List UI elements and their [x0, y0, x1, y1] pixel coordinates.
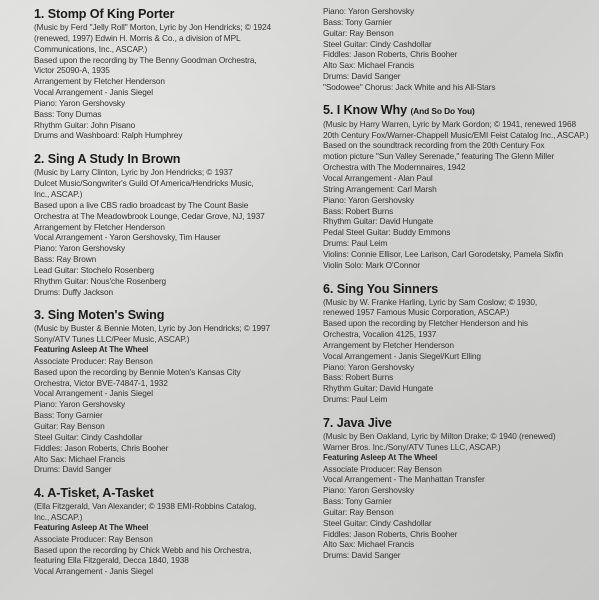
- credit-line: Arrangement by Fletcher Henderson: [323, 339, 454, 350]
- credit-line: Violins: Connie Ellisor, Lee Larison, Carl Gorodetsky, Pamela Sixfin: [323, 248, 564, 259]
- credit-line: Bass: Ray Brown: [34, 254, 97, 265]
- credit-line: Based upon the recording by The Benny Goodman Orchestra,: [34, 54, 257, 65]
- credit-line: Bass: Tony Garnier: [323, 496, 392, 507]
- credit-line: Drums: David Sanger: [323, 550, 401, 561]
- credit-line: Orchestra with The Modernnaires, 1942: [323, 162, 466, 173]
- featuring-credit: Featuring Asleep At The Wheel: [34, 345, 149, 355]
- credit-line: Orchestra, Victor BVE-74847-1, 1932: [34, 377, 168, 388]
- credit-line: Rhythm Guitar: Nous'che Rosenberg: [34, 275, 167, 286]
- credit-line: String Arrangement: Carl Marsh: [323, 183, 437, 194]
- credit-line: Dulcet Music/Songwriter's Guild Of America/Hendricks Music,: [34, 178, 254, 189]
- credit-line: (Music by Buster & Bennie Moten, Lyric by Jon Hendricks; © 1997: [34, 323, 271, 334]
- track-title: [34, 307, 304, 323]
- credit-line: Based on the soundtrack recording from the 20th Century Fox: [323, 140, 545, 151]
- credit-line: Based upon the recording by Bennie Moten's Kansas City: [34, 366, 241, 377]
- credit-line: Guitar: Ray Benson: [323, 506, 394, 517]
- credit-line: Bass: Robert Burns: [323, 205, 394, 216]
- track-entry: [34, 485, 304, 577]
- credit-line: Piano: Yaron Gershovsky: [323, 361, 415, 372]
- featuring-credit: Featuring Asleep At The Wheel: [323, 452, 438, 462]
- credit-line: Piano: Yaron Gershovsky: [34, 97, 126, 108]
- credit-line: Vocal Arrangement - Janis Siegel: [34, 388, 154, 399]
- credit-line: Fiddles: Jason Roberts, Chris Booher: [323, 49, 458, 60]
- track-entry: [323, 281, 593, 405]
- credit-line: Rhythm Guitar: David Hungate: [323, 383, 434, 394]
- track-title-text: 2. Sing A Study In Brown: [34, 152, 181, 167]
- track-title-text: 6. Sing You Sinners: [323, 281, 439, 296]
- credit-line: Based upon a live CBS radio broadcast by The Count Basie: [34, 199, 249, 210]
- track-title-text: 5. I Know Why: [323, 102, 408, 117]
- credit-line: featuring Ella Fitzgerald, Decca 1840, 1938: [34, 555, 189, 566]
- credit-line: (Music by Harry Warren, Lyric by Mark Gordon; © 1941, renewed 1968: [323, 118, 576, 129]
- credit-line: Vocal Arrangement - Janis Siegel: [34, 566, 154, 577]
- credit-line: (Music by W. Franke Harling, Lyric by Sam Coslow; © 1930,: [323, 296, 538, 307]
- credit-line: Orchestra at The Meadowbrook Lounge, Cedar Grove, NJ, 1937: [34, 210, 265, 221]
- credit-line: "Sodowee" Chorus: Jack White and his All-Stars: [323, 81, 496, 92]
- credit-line: Sony/ATV Tunes LLC/Peer Music, ASCAP.): [34, 334, 190, 345]
- credit-line: (Ella Fitzgerald, Van Alexander; © 1938 EMI-Robbins Catalog,: [34, 501, 257, 512]
- credit-line: Drums: David Sanger: [323, 71, 401, 82]
- track-entry: [323, 102, 593, 271]
- credit-line: Piano: Yaron Gershovsky: [323, 485, 415, 496]
- track-entry: [34, 151, 304, 297]
- credit-line: Associate Producer: Ray Benson: [34, 355, 153, 366]
- credit-line: Violin Solo: Mark O'Connor: [323, 259, 421, 270]
- credit-line: (renewed, 1997) Edwin H. Morris & Co., a division of MPL: [34, 32, 241, 43]
- credit-line: Communications, Inc., ASCAP.): [34, 43, 148, 54]
- credit-line: Rhythm Guitar: David Hungate: [323, 216, 434, 227]
- credit-line: Inc., ASCAP.): [34, 512, 83, 523]
- credit-line: Bass: Tony Garnier: [323, 16, 392, 27]
- credit-line: Pedal Steel Guitar: Buddy Emmons: [323, 227, 451, 238]
- credit-line: Drums: Paul Leim: [323, 394, 388, 405]
- credit-line: Guitar: Ray Benson: [34, 421, 105, 431]
- credit-line: Warner Bros. Inc./Sony/ATV Tunes LLC, ASCAP.): [323, 441, 501, 452]
- credit-line: Lead Guitar: Stochelo Rosenberg: [34, 264, 155, 275]
- track-entry: [34, 307, 304, 475]
- credit-line: Vocal Arrangement - The Manhattan Transfer: [323, 474, 485, 485]
- credit-line: Associate Producer: Ray Benson: [323, 463, 442, 474]
- credit-line: Victor 25090-A, 1935: [34, 65, 110, 76]
- track-title-text: 3. Sing Moten's Swing: [34, 308, 165, 323]
- credit-line: Fiddles: Jason Roberts, Chris Booher: [323, 528, 458, 539]
- credit-line: Bass: Tony Dumas: [34, 108, 102, 119]
- credit-line: Vocal Arrangement - Yaron Gershovsky, Tim Hauser: [34, 232, 221, 243]
- credit-line: (Music by Ferd "Jelly Roll" Morton, Lyric by Jon Hendricks; © 1924: [34, 22, 272, 32]
- credit-line: Orchestra, Vocalion 4125, 1937: [323, 329, 437, 340]
- credit-line: Vocal Arrangement - Alan Paul: [323, 172, 433, 183]
- credit-line: Arrangement by Fletcher Henderson: [34, 76, 165, 87]
- credit-line: Bass: Robert Burns: [323, 372, 394, 383]
- credit-line: Vocal Arrangement - Janis Siegel: [34, 87, 154, 98]
- credit-line: Piano: Yaron Gershovsky: [323, 6, 415, 16]
- credit-line: Drums: David Sanger: [34, 464, 112, 475]
- credit-line: Drums: Paul Leim: [323, 238, 388, 249]
- credit-line: Based upon the recording by Chick Webb and his Orchestra,: [34, 544, 252, 555]
- credit-line: Drums: Duffy Jackson: [34, 286, 113, 297]
- credit-line: Alto Sax: Michael Francis: [323, 60, 415, 71]
- right-column: [323, 6, 593, 561]
- credit-line: (Music by Ben Oakland, Lyric by Milton Drake; © 1940 (renewed): [323, 431, 556, 441]
- credit-line: Steel Guitar: Cindy Cashdollar: [34, 431, 143, 442]
- credit-line: Based upon the recording by Fletcher Henderson and his: [323, 318, 528, 329]
- track-title: [34, 485, 304, 501]
- featuring-credit: Featuring Asleep At The Wheel: [34, 522, 149, 532]
- credit-line: Drums and Washboard: Ralph Humphrey: [34, 130, 183, 141]
- track-4-credits-continued: [323, 6, 593, 93]
- credit-line: Fiddles: Jason Roberts, Chris Booher: [34, 442, 169, 453]
- track-title-text: 4. A-Tisket, A-Tasket: [34, 486, 154, 501]
- track-entry: [323, 415, 593, 561]
- track-title: [34, 6, 304, 22]
- credit-line: 20th Century Fox/Warner-Chappell Music/EMI Feist Catalog Inc., ASCAP.): [323, 129, 589, 140]
- credit-line: Steel Guitar: Cindy Cashdollar: [323, 517, 432, 528]
- track-title-suffix: (And So Do You): [410, 105, 475, 116]
- credit-line: Arrangement by Fletcher Henderson: [34, 221, 165, 232]
- credit-line: Rhythm Guitar: John Pisano: [34, 119, 136, 130]
- credit-line: Alto Sax: Michael Francis: [34, 453, 126, 464]
- track-entry: [34, 6, 304, 141]
- credit-line: Bass: Tony Garnier: [34, 410, 103, 421]
- credit-line: Inc., ASCAP.): [34, 188, 83, 199]
- track-title: [323, 415, 593, 431]
- left-column: [34, 6, 304, 577]
- credit-line: Piano: Yaron Gershovsky: [34, 399, 126, 410]
- credit-line: (Music by Larry Clinton, Lyric by Jon Hendricks; © 1937: [34, 167, 233, 178]
- credit-line: Alto Sax: Michael Francis: [323, 539, 415, 550]
- credit-line: Guitar: Ray Benson: [323, 27, 394, 38]
- credit-line: Associate Producer: Ray Benson: [34, 533, 153, 544]
- credit-line: Vocal Arrangement - Janis Siegel/Kurt Elling: [323, 350, 481, 361]
- credit-line: Piano: Yaron Gershovsky: [34, 243, 126, 254]
- credit-line: Steel Guitar: Cindy Cashdollar: [323, 38, 432, 49]
- track-title: [323, 281, 593, 297]
- credit-line: Piano: Yaron Gershovsky: [323, 194, 415, 205]
- track-title: [34, 151, 304, 167]
- track-title: [323, 102, 593, 119]
- track-title-text: 7. Java Jive: [323, 416, 392, 430]
- credit-line: renewed 1957 Famous Music Corporation, ASCAP.): [323, 307, 510, 318]
- track-title-text: 1. Stomp Of King Porter: [34, 7, 175, 21]
- credit-line: motion picture "Sun Valley Serenade," featuring The Glenn Miller: [323, 151, 555, 162]
